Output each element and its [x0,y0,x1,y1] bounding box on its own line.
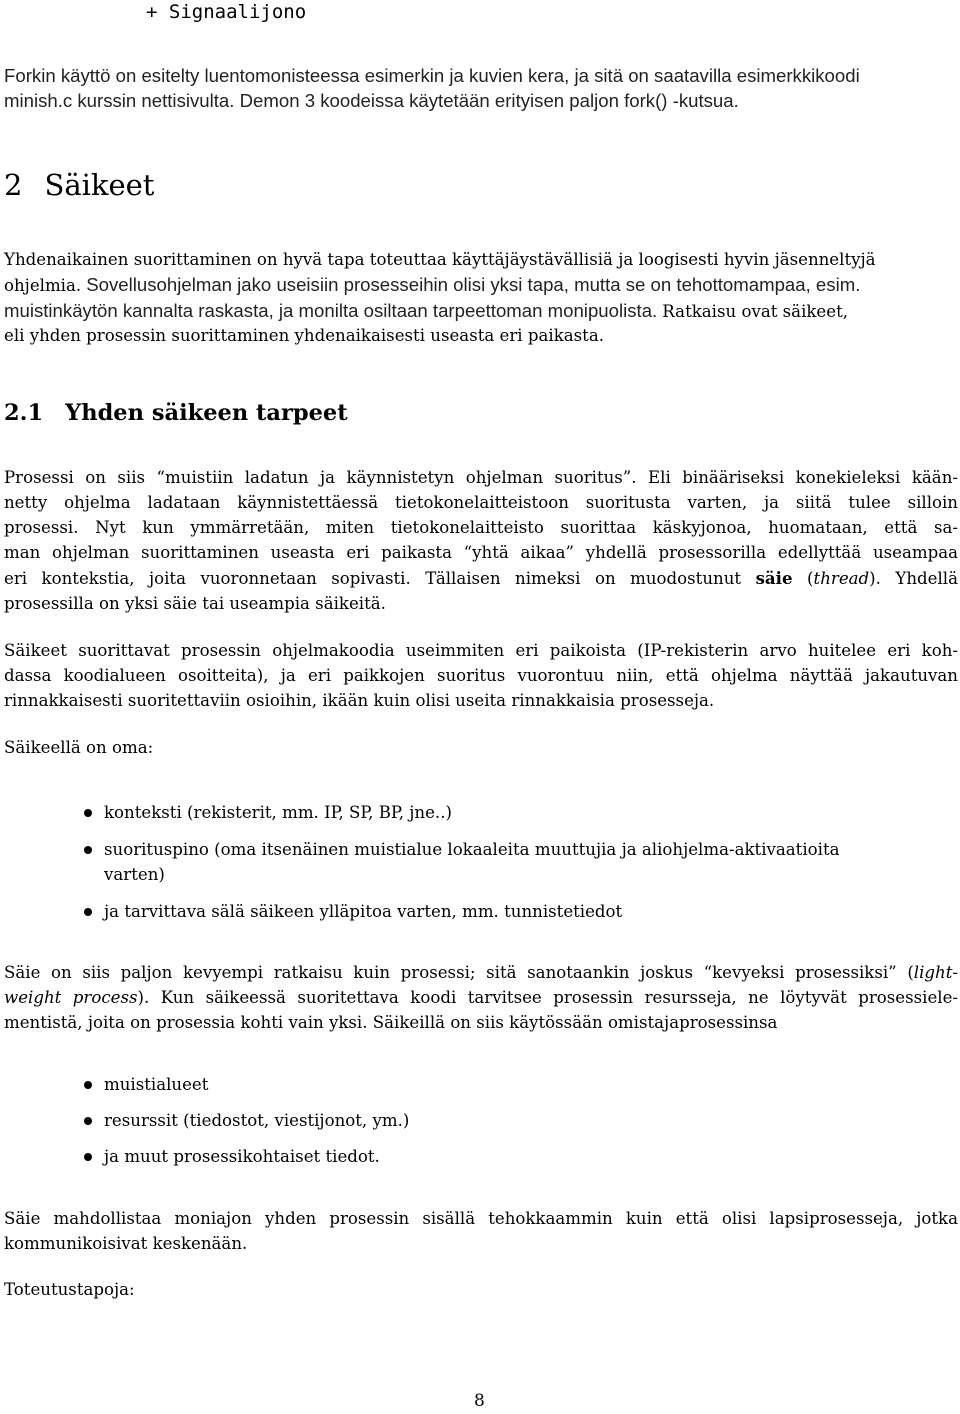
section-par-line-2 [4,272,860,298]
term-lightweight-1: light- [913,963,958,982]
page-number: 8 [474,1391,485,1411]
subsection-number: 2.1 [4,400,44,426]
bullet-icon [84,1117,92,1125]
p4-line-2-post: ). Kun säikeessä suoritettava koodi tarvitsee prosessin resursseja, ne löytyvät prosessiele- [137,988,958,1007]
p4-line-1-pre: Säie on siis paljon kevyempi ratkaisu kuin prosessi; sitä sanotaankin joskus “kevyeksi prosessiksi” ( [4,963,914,982]
p1-line-1: Prosessi on siis “muistiin ladatun ja käynnistetyn ohjelman suoritus”. Eli binääriseksi konekieleksi kään- [4,468,958,487]
bullet-icon [84,1153,92,1161]
p4-line-1 [4,960,958,985]
section-par-line-2a: ohjelmia. [4,276,82,295]
list-item-text: resurssit (tiedostot, viestijonot, ym.) [104,1111,410,1130]
section-heading [4,168,154,202]
bullet-icon [84,1081,92,1089]
list-item-text: ja tarvittava sälä säikeen ylläpitoa varten, mm. tunnistetiedot [104,902,623,921]
section-par-line-3 [4,298,848,324]
p1-paren-open: ( [807,569,814,588]
term-saie: säie [755,568,793,588]
p1-line-5 [4,566,958,591]
section-par-line-3b: Ratkaisu ovat säikeet, [662,302,849,321]
p4-line-2 [4,985,958,1010]
p2-line-2: dassa koodialueen osoitteita), ja eri paikkojen suoritus vuorontuu niin, että ohjelma näyttää jakautuvan [4,666,958,685]
intro-line-1: Forkin käyttö on esitelty luentomonisteessa esimerkin ja kuvien kera, ja sitä on saatavilla esimerkkikoodi [4,65,860,86]
section-par-line-3a: muistinkäytön kannalta raskasta, ja monilta osiltaan tarpeettoman monipuolista. [4,300,658,321]
bullet-icon [84,809,92,817]
p1-line-4: man ohjelman suorittaminen useasta eri paikasta “yhtä aikaa” yhdellä prosessorilla edellyttää useampaa [4,543,958,562]
paragraph-6: Toteutustapoja: [4,1280,135,1299]
term-lightweight-2: weight process [4,988,138,1007]
p1-line-5-post: ). Yhdellä [869,569,958,588]
p2-line-3: rinnakkaisesti suoritettaviin osioihin, ikään kuin olisi useita rinnakkaisia prosesseja. [4,691,715,710]
p4-line-3: mentistä, joita on prosessia kohti vain yksi. Säikeillä on siis käytössään omistajaprosessinsa [4,1013,778,1032]
bullet-icon [84,908,92,916]
section-par-line-2b: Sovellusohjelman jako useisiin prosesseihin olisi yksi tapa, mutta se on tehottomampaa, esim. [86,274,861,295]
p5-line-2: kommunikoisivat keskenään. [4,1234,248,1253]
subsection-heading [4,400,348,426]
section-title: Säikeet [44,168,155,202]
p1-line-6: prosessilla on yksi säie tai useampia säikeitä. [4,594,386,613]
list-item-text: ja muut prosessikohtaiset tiedot. [104,1147,380,1166]
subsection-title: Yhden säikeen tarpeet [65,400,348,426]
list-item-text: suorituspino (oma itsenäinen muistialue lokaaleita muuttujia ja aliohjelma-aktivaatioita [104,840,840,859]
bullet-icon [84,846,92,854]
p2-line-1: Säikeet suorittavat prosessin ohjelmakoodia useimmiten eri paikoista (IP-rekisterin arvo huitelee eri koh- [4,641,958,660]
list-item-text-cont: varten) [104,865,165,884]
p1-line-5-pre: eri kontekstia, joita vuoronnetaan sopivasti. Tällaisen nimeksi on muodostunut [4,569,742,588]
section-par-line-4: eli yhden prosessin suorittaminen yhdenaikaisesti useasta eri paikasta. [4,326,605,345]
paragraph-3: Säikeellä on oma: [4,738,154,757]
p5-line-1: Säie mahdollistaa moniajon yhden prosessin sisällä tehokkaammin kuin että olisi lapsiprosesseja, jotka [4,1209,958,1228]
p1-line-3: prosessi. Nyt kun ymmärretään, miten tietokonelaitteisto suorittaa käskyjonoa, huomataan, että sa- [4,518,958,537]
code-line-signaalijono: + Signaalijono [146,1,307,23]
term-thread: thread [813,569,870,588]
list-item-text: konteksti (rekisterit, mm. IP, SP, BP, jne..) [104,803,452,822]
p1-line-2: netty ohjelma ladataan käynnistettäessä tietokonelaitteistoon suoritusta varten, ja siitä tulee silloin [4,493,958,512]
section-par-line-1: Yhdenaikainen suorittaminen on hyvä tapa toteuttaa käyttäjäystävällisiä ja loogisesti hyvin jäsenneltyjä [4,250,876,269]
intro-line-2: minish.c kurssin nettisivulta. Demon 3 koodeissa käytetään erityisen paljon fork() -kutsua. [4,90,739,111]
section-number: 2 [4,168,23,202]
list-item-text: muistialueet [104,1075,209,1094]
